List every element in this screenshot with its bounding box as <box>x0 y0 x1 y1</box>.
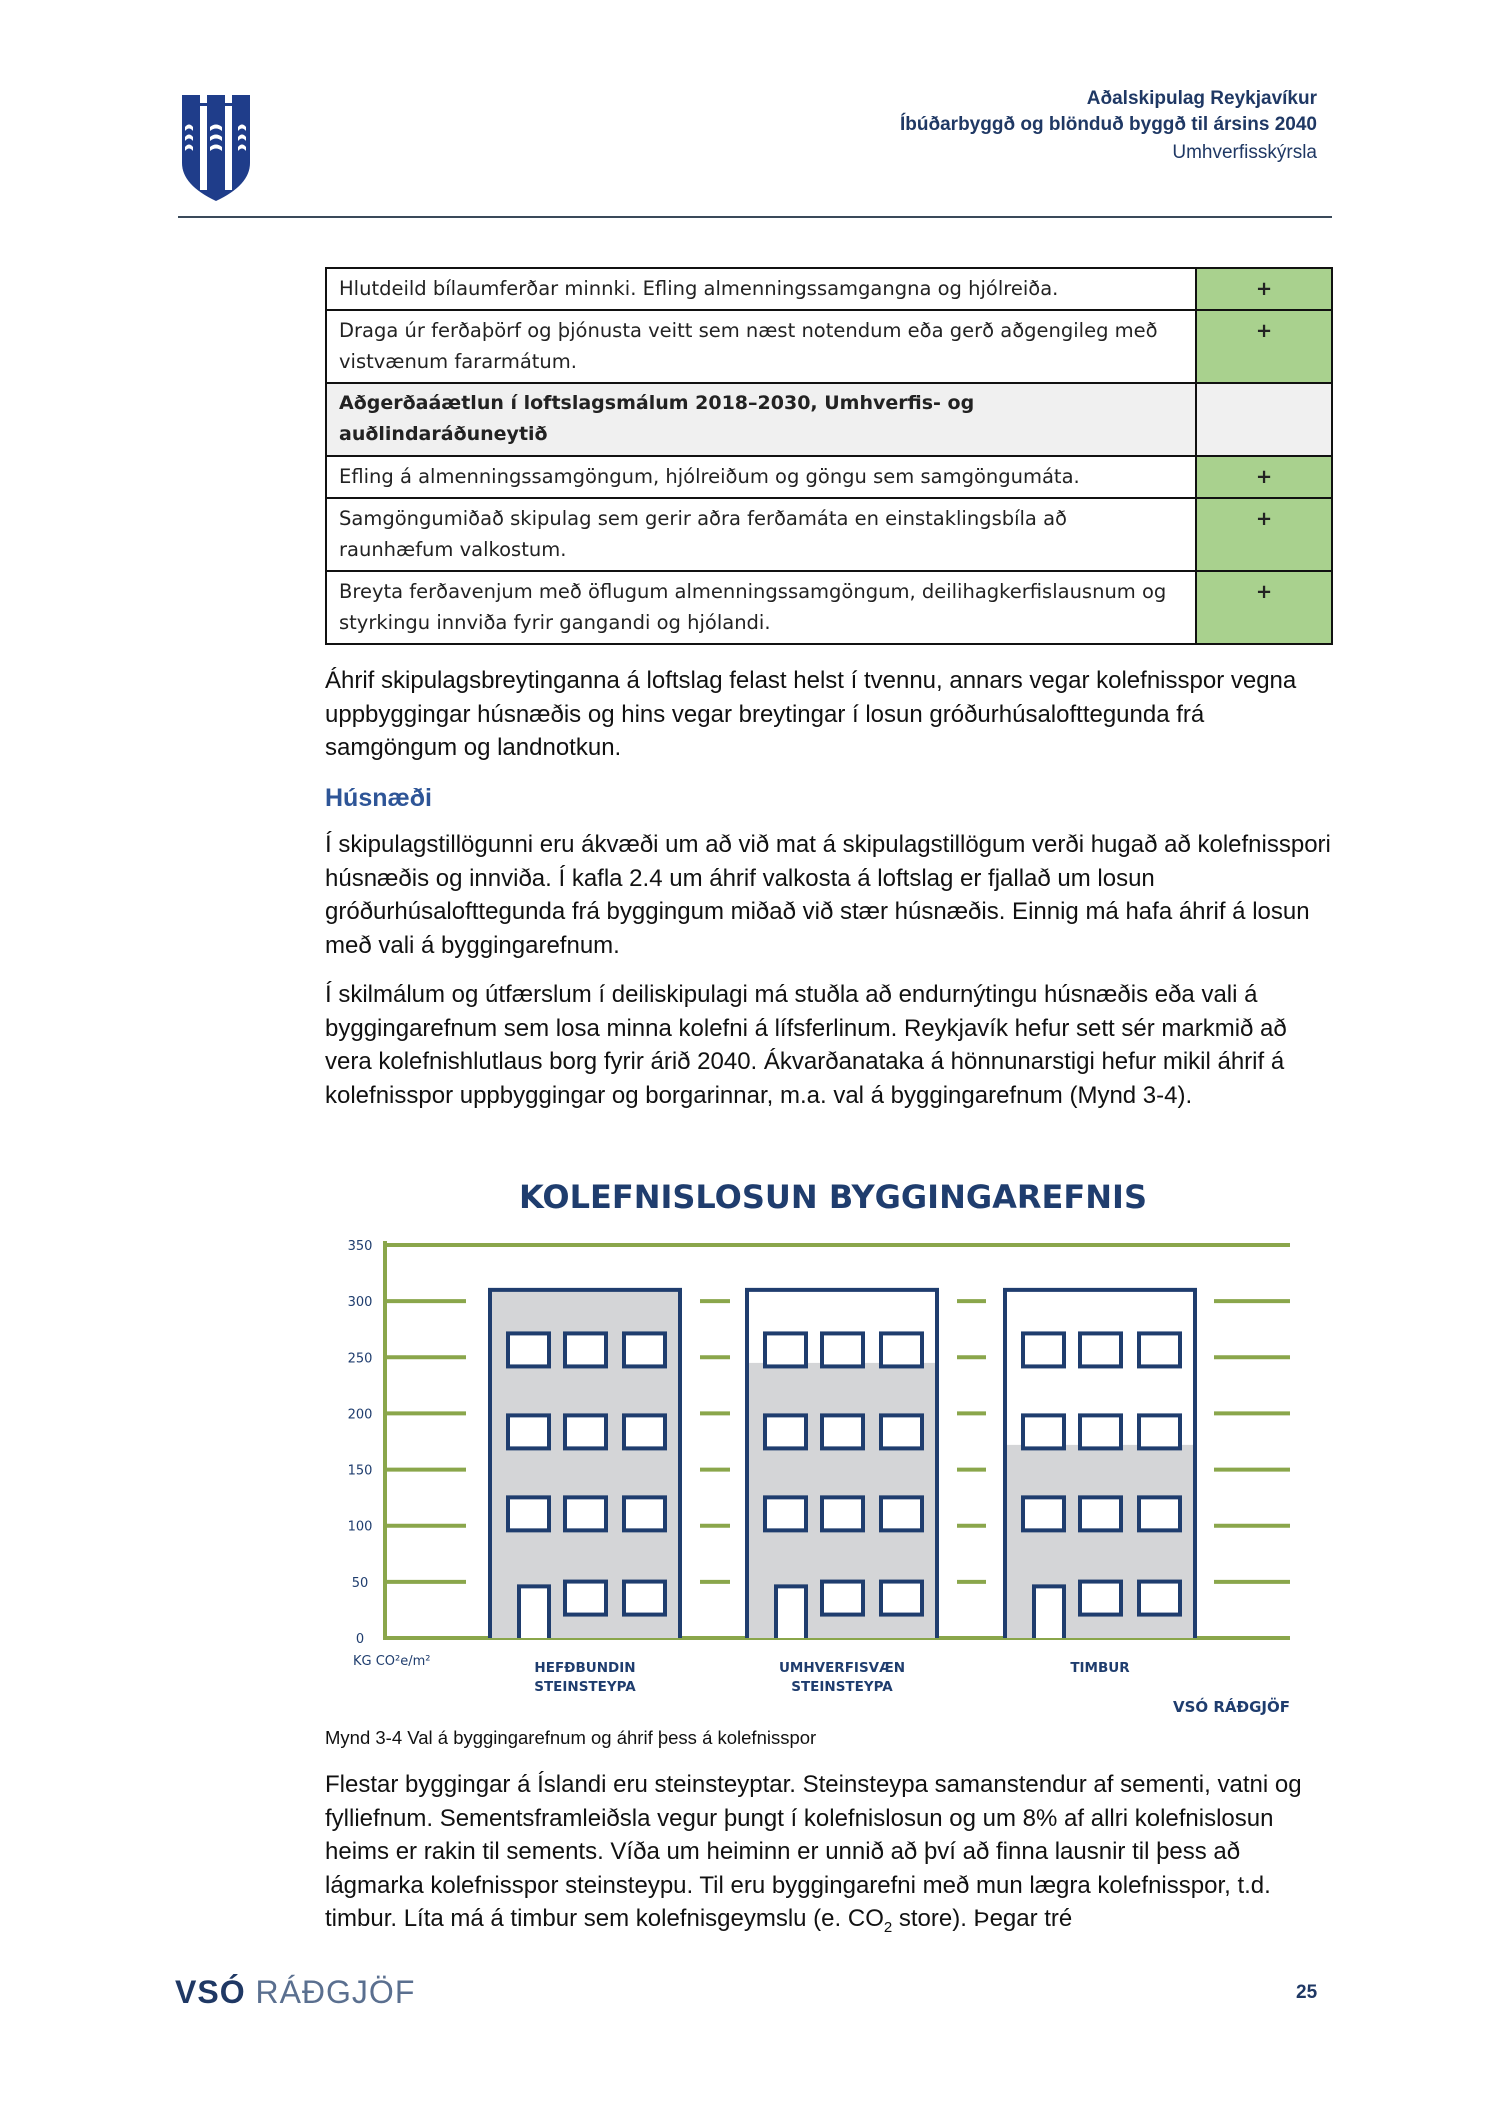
logo-light: RÁÐGJÖF <box>245 1974 416 2010</box>
y-tick-label: 300 <box>347 1295 373 1311</box>
window <box>565 1415 606 1448</box>
window <box>881 1415 922 1448</box>
x-category-label: STEINSTEYPA <box>534 1679 636 1695</box>
y-tick-label: 250 <box>347 1351 373 1367</box>
door <box>776 1586 806 1638</box>
criterion-text: Breyta ferðavenjum með öflugum almenningssamgöngum, deilihagkerfislausnum og styrkingu innviða fyrir gangandi og hjólandi. <box>326 571 1196 644</box>
x-category-label: TIMBUR <box>1070 1660 1130 1676</box>
logo-bold: VSÓ <box>175 1974 246 2010</box>
window <box>624 1497 665 1530</box>
window <box>881 1582 922 1615</box>
window <box>1023 1333 1064 1366</box>
x-category-label: HEFÐBUNDIN <box>534 1660 636 1676</box>
table-section-heading <box>326 383 1332 456</box>
y-tick-label: 350 <box>347 1239 373 1254</box>
window <box>822 1497 863 1530</box>
window <box>1080 1497 1121 1530</box>
window <box>881 1333 922 1366</box>
table-row <box>326 571 1332 644</box>
header-divider <box>178 216 1332 218</box>
table-row <box>326 456 1332 498</box>
window <box>1080 1333 1121 1366</box>
window <box>565 1333 606 1366</box>
impact-sign: + <box>1196 268 1332 310</box>
table-row <box>326 268 1332 310</box>
paragraph: Áhrif skipulagsbreytinganna á loftslag felast helst í tvennu, annars vegar kolefnisspor vegna uppbyggingar húsnæðis og hins vegar breytingar í losun gróðurhúsalofttegunda frá samgöngum og landnotkun. <box>325 667 1297 761</box>
door <box>519 1586 549 1638</box>
assessment-table <box>325 267 1333 645</box>
window <box>1139 1415 1180 1448</box>
table-row <box>326 310 1332 383</box>
criterion-text: Efling á almenningssamgöngum, hjólreiðum og göngu sem samgöngumáta. <box>326 456 1196 498</box>
window <box>624 1582 665 1615</box>
window <box>508 1333 549 1366</box>
page-number: 25 <box>1296 1982 1318 2003</box>
window <box>624 1415 665 1448</box>
door <box>1034 1586 1064 1638</box>
window <box>508 1415 549 1448</box>
criterion-text: Hlutdeild bílaumferðar minnki. Efling almenningssamgangna og hjólreiða. <box>326 268 1196 310</box>
emissions-chart <box>325 1160 1335 1720</box>
section-heading: Húsnæði <box>325 784 432 812</box>
chart-source-logo: VSÓ RÁÐGJÖF <box>1172 1698 1290 1716</box>
y-axis-unit-label: KG CO²e/m² <box>353 1654 431 1669</box>
window <box>624 1333 665 1366</box>
paragraph: Í skilmálum og útfærslum í deiliskipulagi má stuðla að endurnýtingu húsnæðis eða vali á byggingarefnum sem losa minna kolefni á lífsferlinum. Reykjavík hefur sett sér markmið að vera kolefnishlutlaus borg fyrir árið 2040. Ákvarðanataka á hönnunarstigi hefur mikil áhrif á kolefnisspor uppbyggingar og borgarinnar, m.a. val á byggingarefnum (Mynd 3-4). <box>325 981 1287 1109</box>
window <box>1080 1415 1121 1448</box>
empty-cell <box>1196 383 1332 456</box>
y-tick-label: 0 <box>355 1632 365 1647</box>
window <box>765 1415 806 1448</box>
chart-title: KOLEFNISLOSUN BYGGINGAREFNIS <box>519 1178 1147 1216</box>
paragraph <box>325 1768 1335 1944</box>
window <box>822 1582 863 1615</box>
y-tick-label: 150 <box>347 1463 373 1479</box>
window <box>565 1582 606 1615</box>
window <box>1139 1582 1180 1615</box>
paragraph-text: store). Þegar tré <box>892 1905 1073 1932</box>
header-report-type: Umhverfisskýrsla <box>1172 142 1317 163</box>
window <box>765 1497 806 1530</box>
impact-sign: + <box>1196 456 1332 498</box>
window <box>1023 1415 1064 1448</box>
window <box>822 1333 863 1366</box>
impact-sign: + <box>1196 310 1332 383</box>
impact-sign: + <box>1196 571 1332 644</box>
paragraph: Í skipulagstillögunni eru ákvæði um að við mat á skipulagstillögum verði hugað að kolefnisspori húsnæðis og innviða. Í kafla 2.4 um áhrif valkosta á loftslag er fjallað um losun gróðurhúsalofttegunda frá byggingum miðað við stær húsnæðis. Einnig má hafa áhrif á losun með vali á byggingarefnum. <box>325 831 1331 959</box>
window <box>765 1333 806 1366</box>
y-tick-label: 100 <box>347 1519 373 1535</box>
window <box>1080 1582 1121 1615</box>
paragraph-text: Flestar byggingar á Íslandi eru steinsteyptar. Steinsteypa samanstendur af sementi, vatni og fylliefnum. Sementsframleiðsla vegur þungt í kolefnislosun og um 8% af allri kolefnislosun heims er rakin til sements. Víða um heiminn er unnið að því að finna lausnir til þess að lágmarka kolefnisspor steinsteypu. Til eru byggingarefni með mun lægra kolefnisspor, t.d. timbur. Líta má á timbur sem kolefnisgeymslu (e. CO <box>325 1771 1302 1932</box>
window <box>1139 1333 1180 1366</box>
window <box>565 1497 606 1530</box>
figure-caption: Mynd 3-4 Val á byggingarefnum og áhrif þess á kolefnisspor <box>325 1727 817 1748</box>
section-heading-text: Aðgerðaáætlun í loftslagsmálum 2018–2030, Umhverfis- og auðlindaráðuneytið <box>326 383 1196 456</box>
window <box>1139 1497 1180 1530</box>
criterion-text: Draga úr ferðaþörf og þjónusta veitt sem næst notendum eða gerð aðgengileg með vistvænum fararmátum. <box>326 310 1196 383</box>
impact-sign: + <box>1196 498 1332 571</box>
window <box>822 1415 863 1448</box>
header-title: Aðalskipulag Reykjavíkur <box>1086 88 1317 109</box>
header-subtitle: Íbúðarbyggð og blönduð byggð til ársins 2040 <box>900 114 1317 135</box>
window <box>508 1497 549 1530</box>
x-category-label: UMHVERFISVÆN <box>778 1660 906 1676</box>
criterion-text: Samgöngumiðað skipulag sem gerir aðra ferðamáta en einstaklingsbíla að raunhæfum valkostum. <box>326 498 1196 571</box>
window <box>1023 1497 1064 1530</box>
reykjavik-coat-of-arms-logo <box>180 93 252 203</box>
x-category-label: STEINSTEYPA <box>791 1679 893 1695</box>
window <box>881 1497 922 1530</box>
table-row <box>326 498 1332 571</box>
subscript: 2 <box>883 1918 893 1936</box>
footer-logo <box>175 1974 415 2011</box>
y-tick-label: 200 <box>347 1407 373 1423</box>
y-tick-label: 50 <box>351 1575 369 1591</box>
